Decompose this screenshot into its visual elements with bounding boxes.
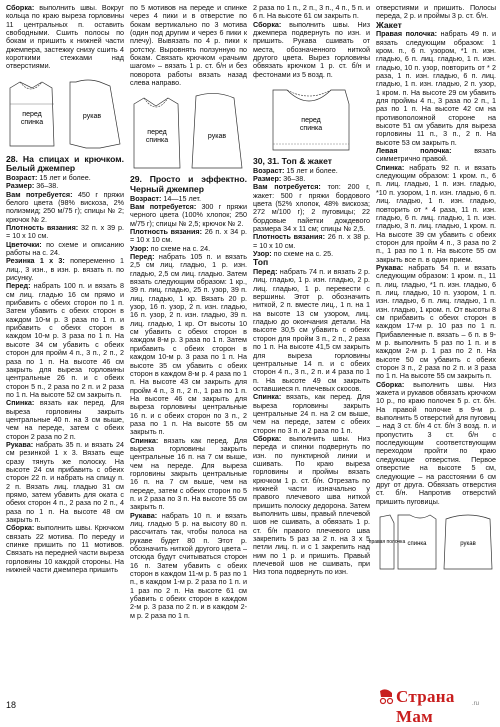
section-title-29: 29. Просто и эффектно. Черный джемпер [130,174,247,195]
right-shelf-instructions: Правая полочка: набрать 49 п. и вязать следующим образом: 1 кром. п., 6 п. узором, *1 п. изн. гладью, 6 п. лиц. гладью, 1 п. изн. гладью, 10 п. узор, повторить от * 2 раза, 1 п. изн. гладью, 6 п. лиц. гладью, 1 п. изн. гладью, 2 п. узор, 1 кром. п. На высоте 29 см убавить для проймы 4 п., 3 раза по 2 п., 1 раз по 1 п. На высоте 42 см на противоположной стороне на высоте 51 см убавить для выреза горловины 11 п., 3 п., 2 п. На высоте 53 см закрыть п. [376,29,496,147]
gauge: Плотность вязания: 32 п. х 39 р. = 10 х 10 см. [6,223,124,241]
schema-back-label: спинка [299,125,323,133]
intro-text: 2 раза по 1 п., 2 п., 3 п., 4 п., 5 п. и 6 п. На высоте 61 см закрыть п. [253,3,370,21]
sleeve-instructions: Рукава: набрать 10 п. и вязать лиц. гладью 5 р. на высоту 80 п. рассчитать так, чтобы полоса на рукаве будет 80 п. Этот р. обозначить ниткой другого цвета – отсюда будут считываться сторон 16 п. Затем убавить с обеих сторон в каждом 11-м р. 5 раз по 1 п., в каждом 1-м р. 2 раза по 1 п. и 1 раз по 2 п. На высоте 61 см убавить с обеих сторон в каждом 2-м р. 3 раза по 2 п. и в каждом 2-м р. 2 раза по 1 п. [130,510,247,620]
schema-sleeve-label: рукав [207,133,227,141]
pattern-ref: Узор: по схеме на с. 25. [253,249,334,259]
assembly-29: Сборка: выполнить швы. Низ джемпера подвернуть по изн. и пришить. Рукава сшивать от места, обозначенного ниткой другого цвета. Вырез горловины обвязать крючком 1 р. ст. б/н и фестонами из 5 возд. п. [253,19,370,79]
schema-28 [6,74,124,152]
pattern-schema [253,82,370,154]
schema-right-shelf-label: правая полочка [368,538,406,545]
intro-text: отверстиями и пришить. Полосы переда, 2 р. и проймы 3 р. ст. б/н. [376,3,496,21]
pattern-ref: Узор: по схеме на с. 24. [130,243,211,253]
back-instructions: Спинка: вязать как перед. Для выреза горловины закрыть центральные 16 п. на 7 см выше, чем на переде. Для выреза горловины закрыть центральные 16 п. на 7 см выше, чем на переде, затем с обеих сторон по 5 п. и 2 раза по 3 п. На высоте 55 см закрыть п. [130,435,247,512]
materials: Вам потребуется: 450 г пряжи белого цвета (98% вискоза, 2% полиэмид; 250 м/75 г); спицы № 2; крючок № 2. [6,189,124,224]
subheading-top: Топ [253,257,269,268]
schema-sleeve-label: рукав [82,112,102,120]
watermark-domain: .ru [472,701,480,707]
gauge: Плотность вязания: 26 п. х 34 р. = 10 х 10 см. [130,227,248,245]
pattern-schema [368,509,496,573]
subheading-jacket: Жакет [376,19,402,30]
age: Возраст: 15 лет и более. [253,165,338,175]
back-instructions: Спинка: вязать, как перед. Для выреза горловины закрыть центральные 24 п. на 2 см выше, чем на переде, затем с обеих сторон по 3 п. и 2 раза по 1 п. [253,392,370,435]
schema-front-label: перед [22,110,42,118]
watermark [376,681,496,726]
intro-text: по 5 мотивов на переде и спинке через 4 пики и в отверстие по бокам вертикально по 3 мотива (один под другим и через 6 пики к плечу). Вывязать по 4 р. пики к ротстку. Выровнять ползунную по бокам. Связать крючком «рачьим шагом» – вязать 1 р. ст. б/н и без поворота работы вязать назад слева направо. [130,3,247,88]
schema-31 [368,509,496,573]
column-3 [253,4,370,704]
age: Возраст: 15 лет и более. [6,172,91,182]
stroller-icon [378,685,394,705]
pattern-schema [130,90,247,172]
section-title-28: 28. На спицах и крючком. Белый джемпер [6,153,124,174]
materials: Вам потребуется: топ: 200 г, жакет: 500 г пряжи бордового цвета (52% хлопок, 48% вискоза; 272 м/100 г); 2 пуговицы; 22 бордовые пайетки дождевого размера 34 х 11 см; спицы № 2,5. [253,182,370,234]
column-1 [6,4,124,704]
schema-30 [253,82,370,154]
flowers: Цветочки: по схеме и описанию работы на с. 24. [6,239,124,258]
section-title-30: 30, 31. Топ & жакет [253,156,332,167]
gauge: Плотность вязания: 26 п. х 38 р. = 10 х 10 см. [253,232,371,250]
materials: Вам потребуется: 300 г пряжи черного цвета (100% хлопок; 250 м/75 г); спицы № 2,5; крючок № 2. [130,201,247,228]
assembly-instructions: Сборка: выполнить швы. Низ переда и спинки подвернуть по изн. по пунктирной линии и сшивать. По краю выреза горловины и проймы вязать крючком 1 р. ст. б/н. Отрезать по нижней части изначально у правого плечевого шва ниткой пришить полоску дедорона. Затем выполнить швы, правый плечевой шов не сшивать, а обвязать 1 р. ст. б/н правого плечевого шва закрепить 5 раз за 2 п. на 3 х 5 петли лиц. п. и с 1 закрепить над ним по 1 р. и пришить. Правый плечевой шов не сшивать, при Низ топа подвернуть по изн. [253,433,370,577]
watermark-text: Страна Мам [396,687,455,726]
size: Размер: 36–38. [253,174,306,184]
schema-sleeve-label: рукав [460,540,476,547]
left-shelf-instructions: Левая полочка: вязать симметрично правой. [376,146,496,164]
front-instructions: Перед: набрать 74 п. и вязать 2 р. лиц. гладью, 1 р. изн. гладью, 2 р. лиц. гладью, 1 р. перевести с вершины. Этот р. обозначить ниткой, 2 п. вместе лиц., 1 п. на 1 на высоте 13 см узором, лиц. гладью до окончания детали. На высоте 30,5 см убавить с обеих сторон для пройм 3 п., 2 п., 2 раза по 1 п. На высоте 41,5 см закрыть для выреза горловины центральные 14 п. и с обеих сторон 4 п., 3 п., 2 п. и 4 раза по 1 п. На высоте 49 см закрыть оставшиеся п. плечевых скосов. [253,267,370,393]
column-4 [368,3,496,704]
schema-back-label: спинка [145,137,169,145]
intro-text: Сборка: выполнить швы. Вокруг кольца по краю выреза горловины 11 центральных п. оставить свободными. Сшить полосы по бокам и пришить к нижней части джемпера, застежку снизу сшить 4 короткими стежками над отверстиями. [6,3,124,71]
sleeve-instructions: Рукава: набрать 35 п. и вязать 24 см резинкой 1 х 3. Вязать еще сразу тянуть же полоску. На высоте 24 см прибавить с обеих сторон 22 п. и набрать на спицу п. 2 п. Вязать лиц. гладью 31 см прямо, затем убавить для оката с обеих сторон 4 п., 2 раза по 2 п., 4 раза по 1 п. На высоте 48 см закрыть п. [6,439,124,525]
back-instructions: Спинка: вязать как перед. Для выреза горловины закрыть центральные 40 п. на 3 см выше, чем на переде, затем с обеих сторон 2 раза по 2 п. [6,398,124,441]
schema-front-label: перед [147,129,167,137]
schema-29 [130,90,247,172]
schema-front-label: перед [301,117,321,125]
pattern-schema [6,74,124,152]
page-number: 18 [6,700,17,710]
front-instructions: Перед: набрать 100 п. и вязать 8 см лиц. гладью 16 см прямо и прибавить с обеих сторон по 1 п. Затем убавить с обеих сторон в каждом 10-м р. 3 раза по 1 п. и прибавить с обеих сторон в каждом 10-м р. 3 раза по 1 п. На высоте 34 см убавить с обеих сторон для пройм 4 п., 3 п., 2 п., 2 раза по 1 п. На высоте 46 см закрыть для выреза горловины центральные 26 п. и с обеих сторон 5 п., 2 раза по 2 п. и 2 раза по 1 п. На высоте 52 см закрыть п. [6,281,124,399]
sleeve-instructions: Рукава: набрать 54 п. и вязать следующим образом: 1 кром. п., 11 п. лиц. гладью, *1 п. изн. гладью, 6 п. лиц. гладью, 10 п. узором, 1 п. изн. гладью, 6 п. лиц. гладью, 1 п. изн. гладью, 1 кром. п. От высоты 8 см прибавить с обеих сторон в каждом 17-м р. 10 раз по 1 п. Прибавленные п. вязать – 6 п. в 9-м р. выполнить 5 раз по 1 п. и в каждом 2-м р. 1 раз по 2 п. На высоте 50 см убавить с обеих сторон 3 п., 2 раза по 2 п. и 3 раза по 1 п. На высоте 55 см закрыть п. [376,262,496,381]
rib: Резинка 1 х 3: попеременно 1 лиц., 3 изн., в изн. р. вязать п. по рисунку. [6,256,124,283]
front-instructions: Перед: набрать 105 п. и вязать 2,5 см лиц. гладью, 1 р. изн. гладью, 2,5 см лиц. гладью. Затем вязать следующим образом: 1 кр., 39 п. лиц. гладью, 25 п. узор, 39 п. лиц. гладью, 1 кр. Вязать 20 р. узор, 16 п. узор, 2 п. изн. гладью, 16 п. узор, 2 п. изн. гладью, 39 п. лиц. гладью, 1 кр. От высоты 10 см убавить с обеих сторон в каждом 8-м р. 3 раза по 1 п. Затем прибавить с обеих сторон в каждом 10-м р. 3 раза по 1 п. На высоте 35 см убавить с обеих сторон в каждом 8-м р. 4 раза по 1 п. На высоте 43 см закрыть для пройм 4 п., 3 п., 2 п., 1 раз по 1 п. На высоте 46 см закрыть для выреза горловины центральные 16 п. и с обеих сторон по 3 п., 2 раза по 1 п. На высоте 55 см закрыть п. [130,252,247,437]
assembly-instructions: Сборка: выполнить швы. Крючком связать 22 мотива. По переду и спинке пришить по 11 мотивов. Связать на передней части выреза горловины 10 каждой стороны. На нижней части джемпера пришить [6,523,124,575]
column-2 [130,4,247,704]
size: Размер: 36–38. [6,181,59,191]
age: Возраст: 14—15 лет. [130,193,201,203]
assembly-instructions: Сборка: выполнить швы. Низ жакета и рукавов обвязать крючком 10 р., по краю полочек 5 р. ст. б/н. На правой полочке в 9-м р. выполнить 5 отверстий для пуговиц – над 3 ст. б/н 4 ст. б/н 3 возд. п. и пропустить 3 ст. б/н с последующим соответствующим переходом пройти по краю следующие отверстия. Первое отверстие на высоте 5 см, следующие – на расстоянии 6 см друг от друга. Обвязать отверстия ст. б/н. Напротив отверстий пришить пуговицы. [376,379,496,506]
schema-back-label: спинка [407,540,427,547]
schema-back-label: спинка [20,118,44,126]
back-instructions: Спинка: набрать 92 п. и вязать следующим образом: 1 кром. п., 6 п. лиц. гладью, 1 п. изн. гладью, *10 п. узором, 1 п. изн. гладью, 6 п. лиц. гладью, 1 п. изн. гладью, повторить от * 4 раза, 11 п. изн. гладью, 6 п. лиц. гладью, 1 п. изн. гладью, 3 п. лиц. гладью, 1 кром. п. На высоте 39 см убавить с обеих сторон для пройм 4 п., 3 раза по 2 п., 1 раз по 1 п. На высоте 55 см закрыть все п. в один прием. [376,162,496,264]
